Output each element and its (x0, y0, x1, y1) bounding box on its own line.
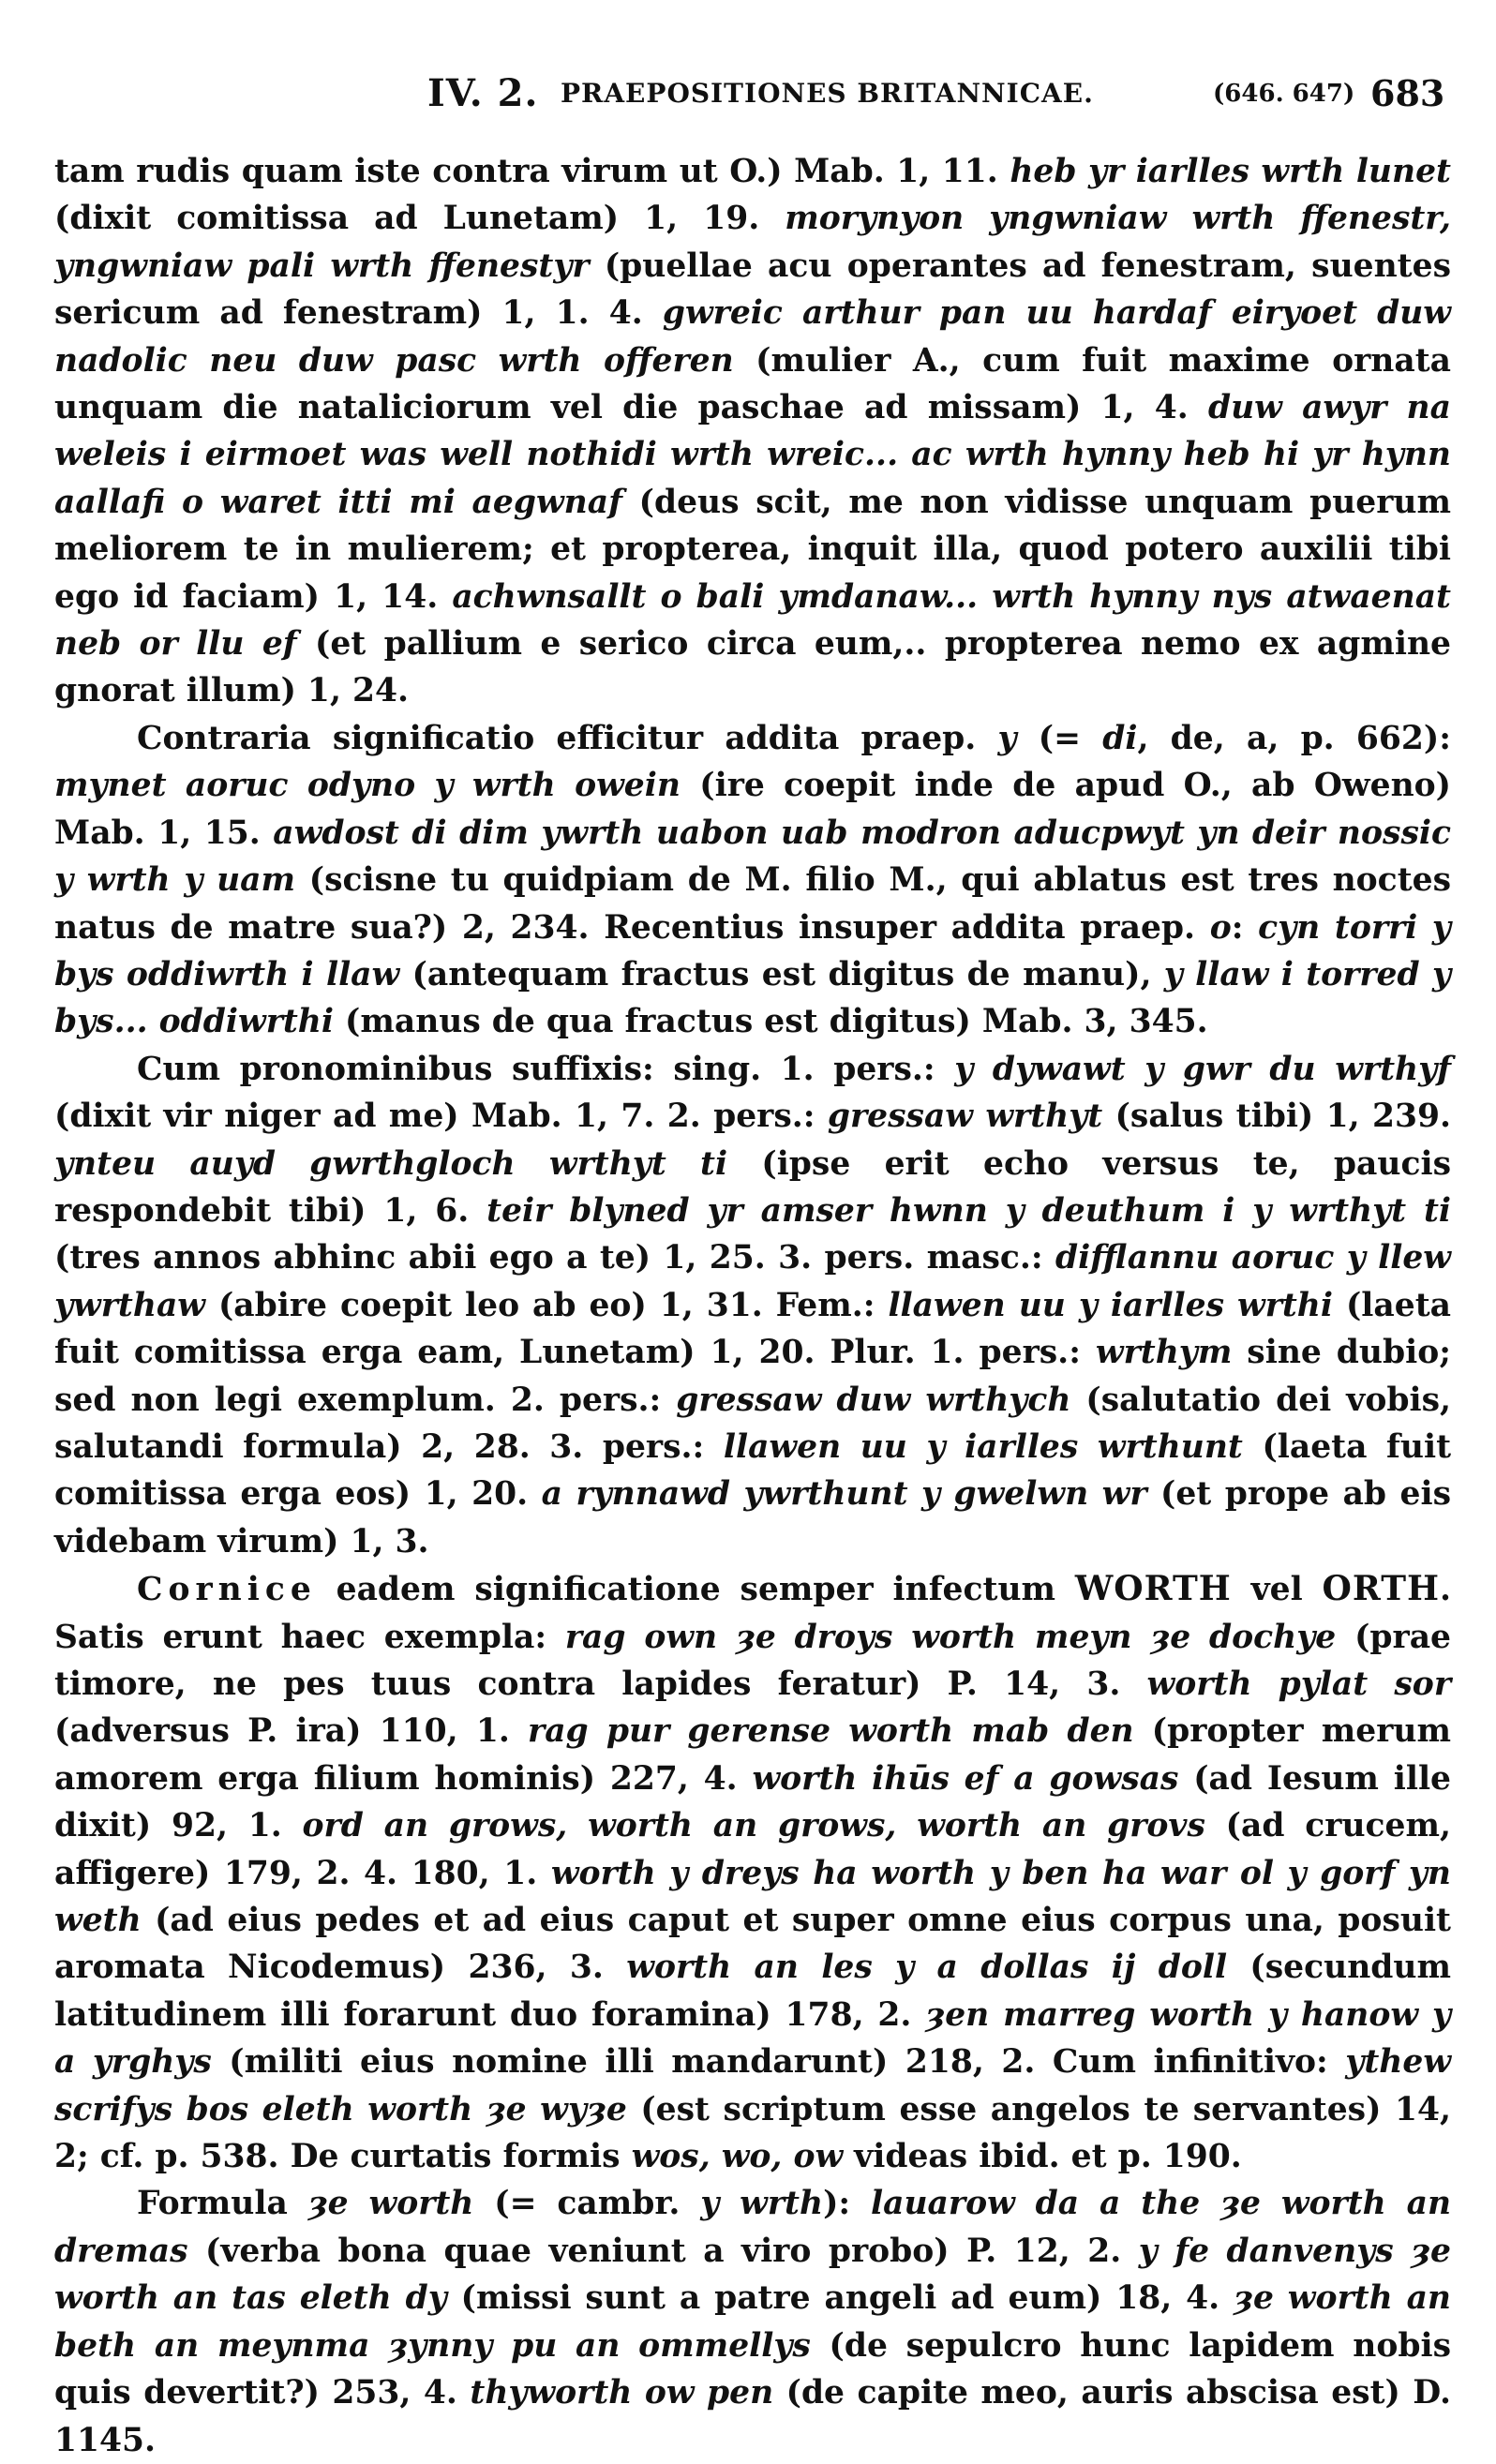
latin-text: vel (1231, 1571, 1323, 1609)
welsh-example: gressaw wrthyt (827, 1098, 1103, 1136)
latin-text: (est scriptum esse angelos te servantes) 14, 2; cf. p. 538. De curtatis formis (54, 2090, 1451, 2176)
latin-text: (dixit comitissa ad Lunetam) 1, 19. (54, 200, 785, 238)
welsh-example: llawen uu y iarlles wrthunt (723, 1427, 1243, 1466)
latin-text: (manus de qua fractus est digitus) Mab. 3, 345. (334, 1003, 1208, 1041)
welsh-example: y wrth (700, 2185, 824, 2223)
latin-text: (ipse erit echo versus te, paucis respondebit tibi) 1, 6. (54, 1144, 1451, 1230)
spaced-lead-word: Cornice (137, 1571, 317, 1609)
cornish-example: ythew scrifys bos eleth worth ȝe wyȝe (54, 2043, 1452, 2128)
welsh-example: y dywawt y gwr du wrthyf (954, 1050, 1451, 1088)
headword: WORTH (1074, 1569, 1232, 1609)
page (54, 0, 1452, 2459)
cornish-example: lauarow da a the ȝe worth an dremas (54, 2185, 1452, 2270)
latin-text: sine dubio; sed non legi exemplum. 2. pers.: (54, 1334, 1451, 1419)
running-header (54, 67, 1451, 120)
running-title: PRAEPOSITIONES BRITANNICAE. (561, 78, 1094, 109)
latin-text: (prae timore, ne pes tuus contra lapides feratur) P. 14, 3. (54, 1618, 1451, 1703)
latin-text: (tres annos abhinc abii ego a te) 1, 25. 3. pers. masc.: (54, 1239, 1055, 1277)
column-reference: (646. 647) (1213, 80, 1355, 108)
latin-text: (et prope ab eis videbam virum) 1, 3. (54, 1475, 1452, 1561)
latin-text: (= (1016, 719, 1103, 757)
welsh-example: cyn torri y bys oddiwrth i llaw (54, 908, 1451, 993)
welsh-example: duw awyr na weleis i eirmoet was well nothidi wrth wreic... ac wrth hynny heb hi yr hynn aallafi o waret itti mi aegwnaf (54, 389, 1451, 521)
latin-text: (ad Iesum ille dixit) 92, 1. (54, 1759, 1451, 1845)
welsh-example: teir blyned yr amser hwnn y deuthum i y wrthyt ti (486, 1191, 1451, 1230)
welsh-example: mynet aoruc odyno y wrth owein (54, 767, 681, 805)
page-number: 683 (1370, 72, 1445, 114)
latin-text: (puellae acu operantes ad fenestram, suentes sericum ad fenestram) 1, 1. 4. (54, 246, 1451, 333)
latin-text: (mulier A., cum fuit maxime ornata unquam die nataliciorum vel die paschae ad missam) 1, 4. (54, 341, 1451, 427)
latin-text: (scisne tu quidpiam de M. filio M., qui ablatus est tres noctes natus de matre sua?) 2, 234. Recentius insuper addita praep. (54, 861, 1451, 947)
cornish-example: worth an les y a dollas ij doll (626, 1949, 1228, 1987)
latin-text: (abire coepit leo ab eo) 1, 31. Fem.: (205, 1286, 889, 1324)
cornish-example: ȝe worth (307, 2185, 474, 2223)
latin-text: (laeta fuit comitissa erga eam, Lunetam) 1, 20. Plur. 1. pers.: (54, 1286, 1451, 1372)
latin-text: (verba bona quae veniunt a viro probo) P. 12, 2. (187, 2232, 1139, 2270)
welsh-example: difflannu aoruc y llew ywrthaw (54, 1239, 1451, 1324)
body-text (54, 148, 1451, 2464)
welsh-example: wrthym (1095, 1334, 1233, 1372)
paragraph-4 (54, 1565, 1451, 2180)
latin-text: eadem significatione semper infectum (316, 1571, 1075, 1609)
latin-text: videas ibid. et p. 190. (843, 2138, 1242, 2176)
paragraph-5 (54, 2180, 1451, 2463)
welsh-example: y (997, 719, 1017, 757)
latin-text: ): (823, 2185, 871, 2223)
latin-text: (ad eius pedes et ad eius caput et super omne eius corpus una, posuit aromata Nicodemus) 236, 3. (54, 1902, 1451, 1987)
latin-text: (ad crucem, affigere) 179, 2. 4. 180, 1. (54, 1807, 1452, 1892)
welsh-example: o (1209, 908, 1232, 947)
latin-text: (ire coepit inde de apud O., ab Oweno) Mab. 1, 15. (54, 767, 1451, 852)
latin-text: (de sepulcro hunc lapidem nobis quis devertit?) 253, 4. (54, 2326, 1451, 2412)
cornish-example: wos, wo, ow (631, 2138, 844, 2176)
welsh-example: ynteu auyd gwrthgloch wrthyt ti (54, 1144, 728, 1183)
latin-text: tam rudis quam iste contra virum ut O.) Mab. 1, 11. (54, 153, 1010, 190)
latin-text: (missi sunt a patre angeli ad eum) 18, 4. (446, 2279, 1234, 2318)
cornish-example: ȝen marreg worth y hanow y a yrghys (54, 1995, 1451, 2082)
latin-text: (salus tibi) 1, 239. (1102, 1098, 1451, 1136)
welsh-example: gressaw duw wrthych (676, 1381, 1071, 1419)
cornish-example: rag own ȝe droys worth meyn ȝe dochye (564, 1618, 1337, 1656)
welsh-example: achwnsallt o bali ymdanaw... wrth hynny nys atwaenat neb or llu ef (54, 577, 1451, 664)
latin-text: (= cambr. (473, 2185, 701, 2223)
welsh-example: gwreic arthur pan uu hardaf eiryoet duw nadolic neu duw pasc wrth offeren (54, 294, 1451, 380)
latin-text: Contraria significatio efficitur addita praep. (137, 719, 998, 757)
welsh-example: llawen uu y iarlles wrthi (888, 1286, 1333, 1324)
latin-text: (militi eius nomine illi mandarunt) 218, 2. Cum infinitivo: (211, 2043, 1346, 2082)
welsh-example: awdost di dim ywrth uabon uab modron aducpwyt yn deir nossic y wrth y uam (54, 814, 1451, 900)
latin-text: (deus scit, me non vidisse unquam puerum meliorem te in mulierem; et propterea, inquit illa, quod potero auxilii tibi ego id faciam) 1, 14. (54, 483, 1451, 616)
welsh-example: a rynnawd ywrthunt y gwelwn wr (541, 1475, 1147, 1514)
latin-text: (et pallium e serico circa eum,.. propterea nemo ex agmine gnorat illum) 1, 24. (54, 625, 1451, 710)
paragraph-3 (54, 1046, 1451, 1565)
latin-text: (laeta fuit comitissa erga eos) 1, 20. (54, 1427, 1452, 1514)
latin-text: Formula (137, 2185, 308, 2223)
latin-text: (secundum latitudinem illi forarunt duo foramina) 178, 2. (54, 1949, 1452, 2034)
latin-text: , de, a, p. 662): (1137, 719, 1451, 757)
paragraph-1 (54, 148, 1451, 715)
latin-text: . Satis erunt haec exempla: (54, 1571, 1452, 1656)
headword: ORTH (1322, 1569, 1440, 1609)
welsh-example: di (1102, 719, 1138, 757)
latin-text: : (1231, 908, 1259, 947)
latin-text: Cum pronominibus suffixis: sing. 1. pers.: (137, 1050, 955, 1088)
latin-text: (propter merum amorem erga filium hominis) 227, 4. (54, 1712, 1451, 1798)
cornish-example: y fe danvenys ȝe worth an tas eleth dy (54, 2232, 1451, 2318)
welsh-example: heb yr iarlles wrth lunet (1010, 153, 1451, 190)
cornish-example: worth y dreys ha worth y ben ha war ol y gorf yn weth (54, 1854, 1451, 1940)
cornish-example: thyworth ow pen (470, 2374, 774, 2412)
latin-text: (antequam fractus est digitus de manu), (399, 955, 1164, 993)
chapter-section-number: IV. 2. (427, 71, 539, 115)
latin-text: (adversus P. ira) 110, 1. (54, 1712, 529, 1751)
cornish-example: ȝe worth an beth an meynma ȝynny pu an ommellys (54, 2279, 1452, 2365)
latin-text: (de capite meo, auris abscisa est) D. 1145. (54, 2374, 1451, 2459)
latin-text: (salutatio dei vobis, salutandi formula) 2, 28. 3. pers.: (54, 1381, 1452, 1466)
cornish-example: ord an grows, worth an grows, worth an grovs (302, 1807, 1205, 1845)
welsh-example: morynyon yngwniaw wrth ffenestr, yngwniaw pali wrth ffenestyr (54, 200, 1451, 285)
cornish-example: worth pylat sor (1146, 1665, 1451, 1703)
latin-text: (dixit vir niger ad me) Mab. 1, 7. 2. pers.: (54, 1098, 828, 1136)
cornish-example: rag pur gerense worth mab den (528, 1712, 1134, 1751)
paragraph-2 (54, 715, 1451, 1046)
welsh-example: y llaw i torred y bys... oddiwrthi (54, 955, 1451, 1041)
cornish-example: worth ihūs ef a gowsas (752, 1759, 1179, 1798)
